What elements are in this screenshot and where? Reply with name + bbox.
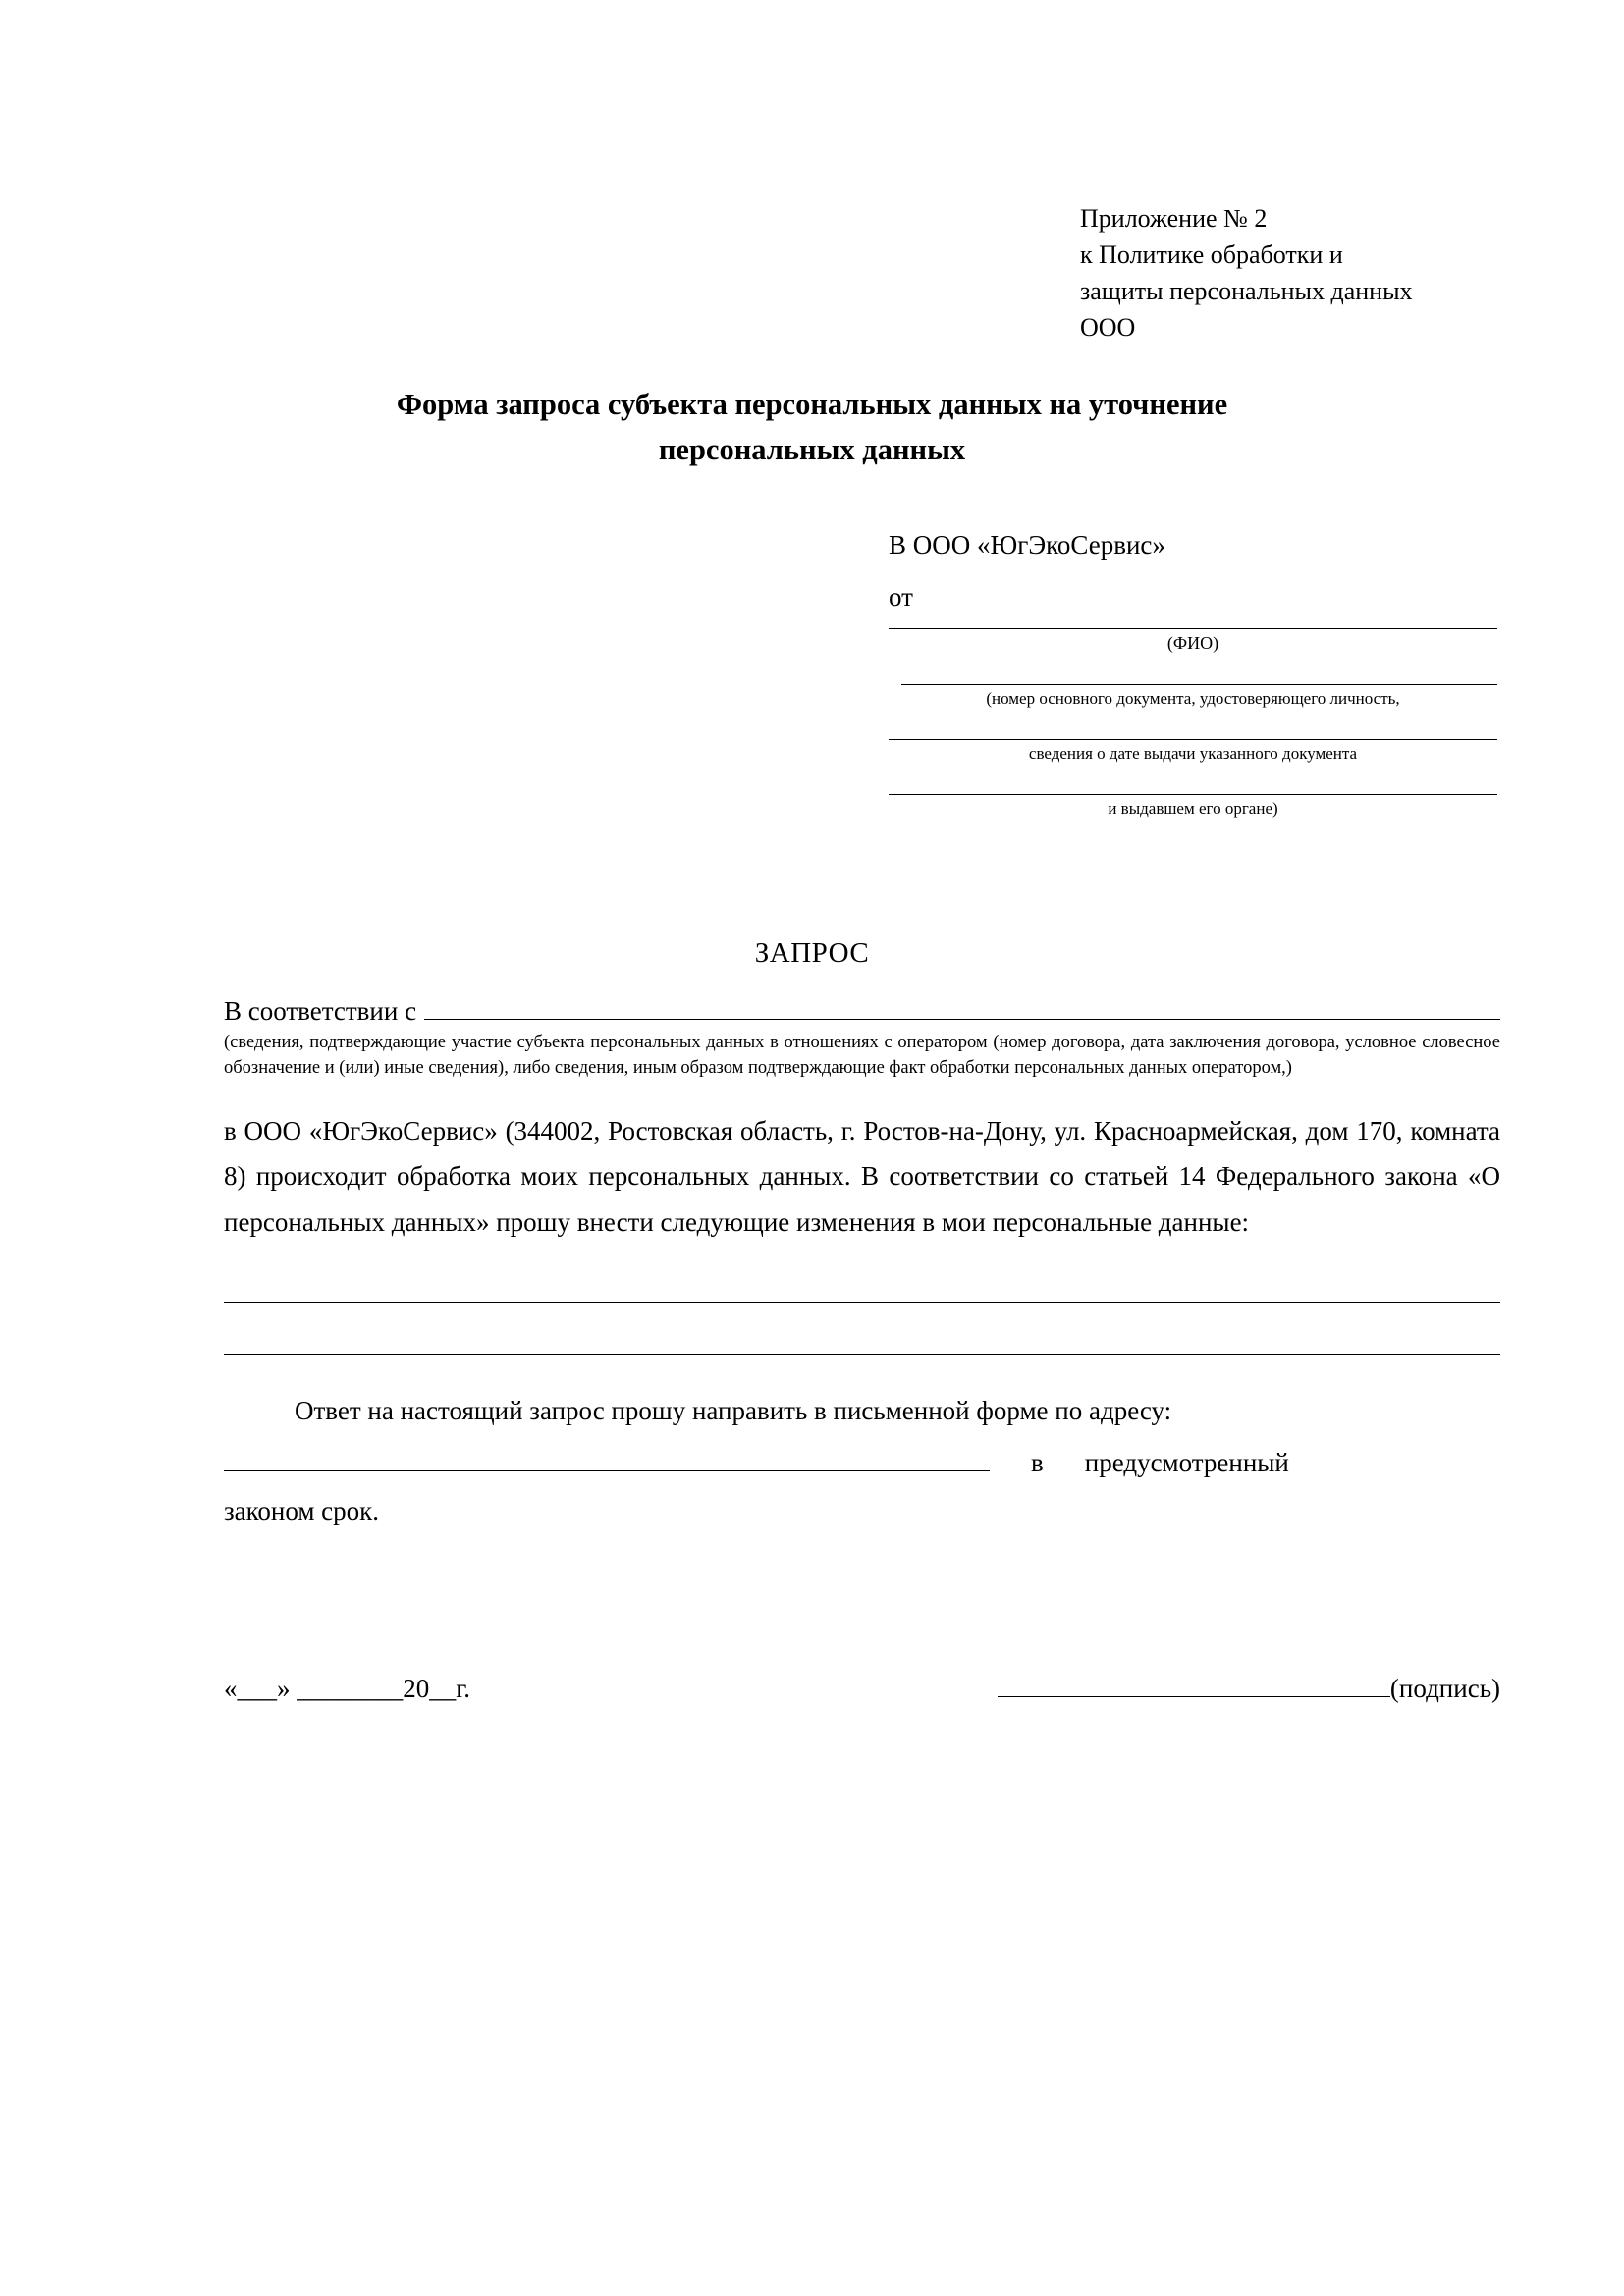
request-body — [224, 996, 1500, 1526]
answer-term-line: законом срок. — [224, 1495, 380, 1525]
page-title-line-2: персональных данных — [658, 432, 966, 466]
answer-address-input-line[interactable] — [224, 1449, 990, 1471]
in-accordance-row — [224, 996, 1500, 1027]
answer-term-word: предусмотренный — [1084, 1447, 1289, 1477]
document-issuer-caption: и выдавшем его органе) — [1108, 799, 1278, 818]
appendix-org: ООО — [1080, 312, 1136, 342]
appendix-number: Приложение № 2 — [1080, 204, 1268, 233]
date-field[interactable]: «___» ________20__г. — [224, 1674, 471, 1703]
document-number-input-line[interactable] — [901, 684, 1497, 685]
document-issuer-input-line[interactable] — [889, 794, 1497, 795]
processing-paragraph: в ООО «ЮгЭкоСервис» (344002, Ростовская область, г. Ростов-на-Дону, ул. Красноармейская, дом 170, комната 8) происходит обработка моих персональных данных. В соответствии со статьей 14 Федерального закона «О персональных данных» прошу внести следующие изменения в мои персональные данные: — [224, 1116, 1500, 1237]
appendix-policy-line-2: защиты персональных данных — [1080, 276, 1413, 305]
in-accordance-input-line[interactable] — [424, 997, 1500, 1020]
document-date-input-line[interactable] — [889, 739, 1497, 740]
appendix-header — [1080, 201, 1591, 347]
signature-caption: (подпись) — [1389, 1674, 1500, 1703]
changes-input-line-2[interactable] — [224, 1354, 1500, 1355]
answer-preposition: в — [1031, 1447, 1044, 1477]
document-number-caption: (номер основного документа, удостоверяющего личность, — [986, 689, 1400, 708]
signature-field-group — [998, 1674, 1500, 1704]
addressee-organization: В ООО «ЮгЭкоСервис» — [889, 530, 1165, 560]
signature-input-line[interactable] — [998, 1677, 1390, 1697]
changes-input-line-1[interactable] — [224, 1302, 1500, 1303]
page-title — [223, 383, 1401, 473]
in-accordance-label: В соответствии с — [224, 996, 417, 1026]
document-date-caption: сведения о дате выдачи указанного документа — [1028, 744, 1358, 763]
addressee-block — [889, 530, 1497, 818]
in-accordance-fineprint: (сведения, подтверждающие участие субъекта персональных данных в отношениях с оператором (номер договора, дата заключения договора, условное словесное обозначение и (или) иные сведения), либо сведения, иным образом подтверждающие факт обработки персональных данных оператором,) — [224, 1033, 1500, 1078]
fio-input-line[interactable] — [889, 628, 1497, 629]
addressee-from-label: от — [889, 582, 913, 612]
appendix-policy-line-1: к Политике обработки и — [1080, 240, 1343, 269]
request-heading: ЗАПРОС — [754, 937, 870, 969]
page-title-line-1: Форма запроса субъекта персональных данных на уточнение — [396, 388, 1228, 421]
answer-request-paragraph: Ответ на настоящий запрос прошу направить в письменной форме по адресу: — [295, 1396, 1172, 1426]
answer-address-row — [224, 1448, 1500, 1478]
fio-caption: (ФИО) — [1166, 633, 1219, 653]
signature-row — [224, 1674, 1500, 1704]
